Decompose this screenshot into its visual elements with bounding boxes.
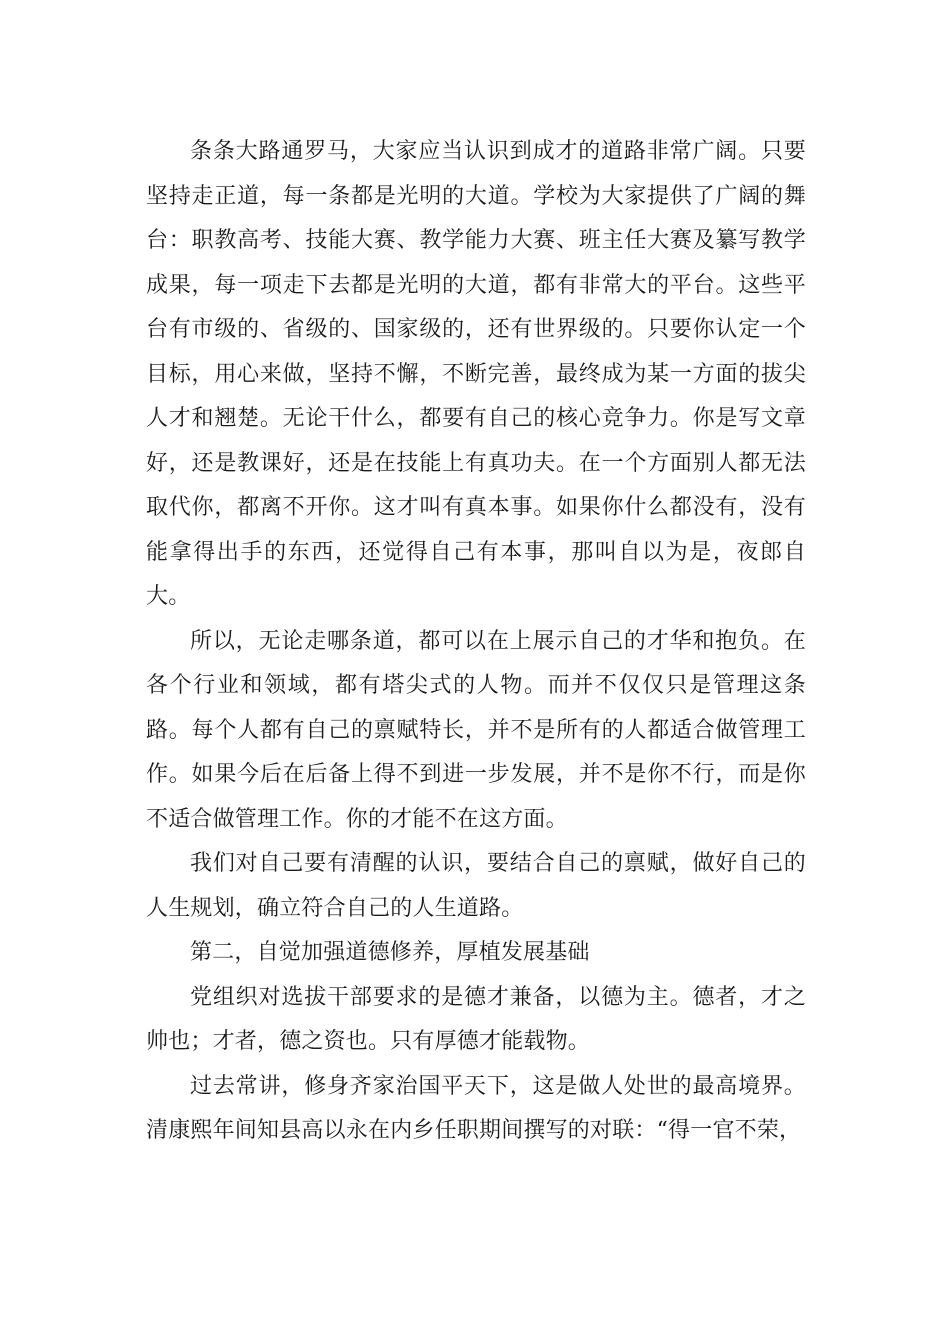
body-text bbox=[146, 130, 806, 1154]
paragraph-2: 所以，无论走哪条道，都可以在上展示自己的才华和抱负。在各个行业和领域，都有塔尖式的人物。而并不仅仅只是管理这条路。每个人都有自己的禀赋特长，并不是所有的人都适合做管理工作。如果今后在后备上得不到进一步发展，并不是你不行，而是你不适合做管理工作。你的才能不在这方面。 bbox=[146, 628, 806, 832]
paragraph-4: 党组织对选拔干部要求的是德才兼备，以德为主。德者，才之帅也；才者，德之资也。只有厚德才能载物。 bbox=[146, 984, 806, 1054]
paragraph-1: 条条大路通罗马，大家应当认识到成才的道路非常广阔。只要坚持走正道，每一条都是光明的大道。学校为大家提供了广阔的舞台：职教高考、技能大赛、教学能力大赛、班主任大赛及纂写教学成果，每一项走下去都是光明的大道，都有非常大的平台。这些平台有市级的、省级的、国家级的，还有世界级的。只要你认定一个目标，用心来做，坚持不懈，不断完善，最终成为某一方面的拔尖人才和翘楚。无论干什么，都要有自己的核心竞争力。你是写文章好，还是教课好，还是在技能上有真功夫。在一个方面别人都无法取代你，都离不开你。这才叫有真本事。如果你什么都没有，没有能拿得出手的东西，还觉得自己有本事，那叫自以为是，夜郎自大。 bbox=[146, 139, 806, 609]
section-heading: 第二，自觉加强道德修养，厚植发展基础 bbox=[190, 940, 590, 965]
paragraph-3: 我们对自己要有清醒的认识，要结合自己的禀赋，做好自己的人生规划，确立符合自己的人生道路。 bbox=[146, 851, 806, 921]
paragraph-5: 过去常讲，修身齐家治国平天下，这是做人处世的最高境界。清康熙年间知县高以永在内乡任职期间撰写的对联：“得一官不荣， bbox=[146, 1073, 806, 1143]
